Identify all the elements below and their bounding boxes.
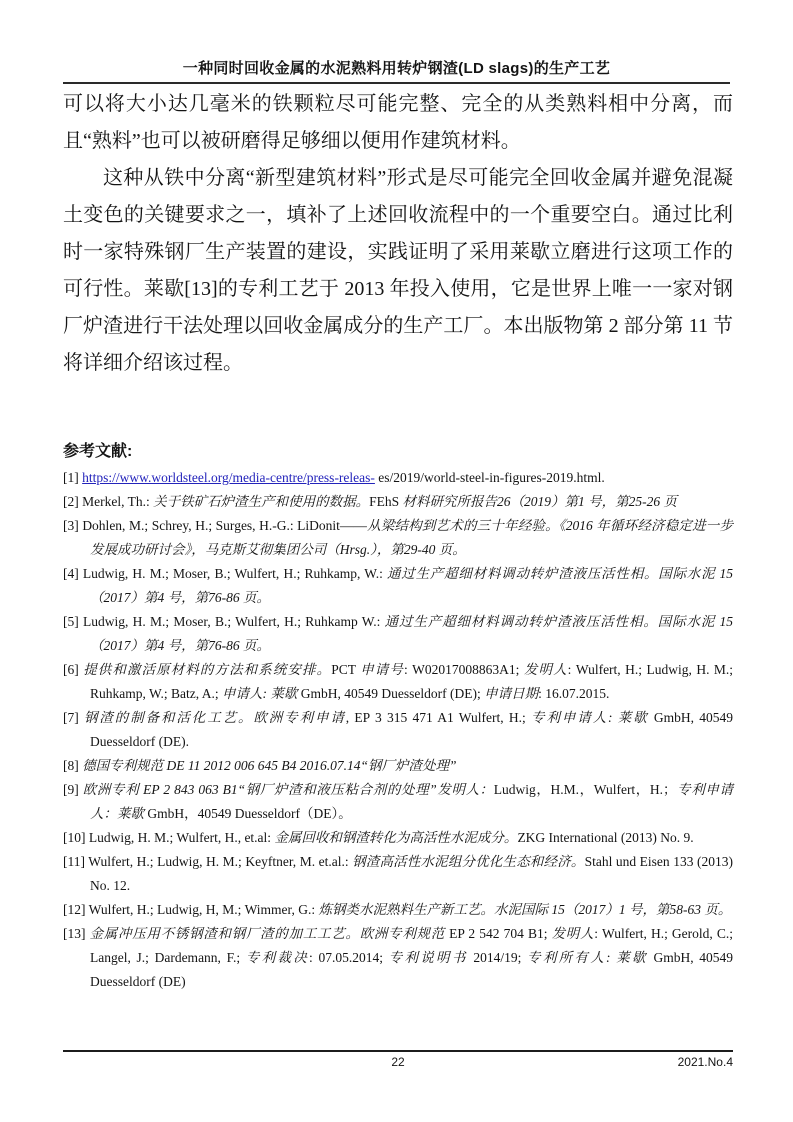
reference-text: es/2019/world-steel-in-figures-2019.html. <box>374 470 605 485</box>
reference-text: FEhS <box>369 494 403 509</box>
reference-text: Merkel, Th.: <box>82 494 154 509</box>
reference-number: [4] <box>63 566 83 581</box>
reference-item <box>63 850 733 898</box>
reference-text: 从梁结构到艺术的三十年经验。《2016 年循环经济稳定进一步发展成功研讨会》，马克斯艾彻集团公司（Hrsg.），第29-40 页。 <box>90 518 733 557</box>
reference-text: Ludwig，H.M.，Wulfert，H.； <box>493 782 677 797</box>
page-footer <box>63 1050 733 1071</box>
reference-text: 通过生产超细材料调动转炉渣液压活性相。国际水泥 15（2017）第4 号，第76-86 页。 <box>90 614 733 653</box>
footer-row <box>63 1055 733 1071</box>
reference-text: PCT <box>331 662 361 677</box>
reference-text: Ludwig, H. M.; Wulfert, H., et.al: <box>88 830 275 845</box>
reference-item <box>63 490 733 514</box>
reference-text: 专利说明书 <box>388 950 468 965</box>
page-header-title: 一种同时回收金属的水泥熟料用转炉钢渣(LD slags)的生产工艺 <box>182 60 611 77</box>
reference-item <box>63 514 733 562</box>
reference-text: 专利裁决 <box>245 950 310 965</box>
reference-text: 金属冲压用不锈钢渣和钢厂渣的加工工艺。欧洲专利规范 <box>89 926 445 941</box>
reference-text: Wulfert, H.; Ludwig, H, M.; Wimmer, G.: <box>88 902 319 917</box>
reference-text: Dohlen, M.; Schrey, H.; Surges, H.-G.: LiDonit—— <box>82 518 367 533</box>
body-text <box>63 86 733 382</box>
reference-item <box>63 658 733 706</box>
footer-issue-label: 2021.No.4 <box>677 1055 733 1069</box>
reference-text: 专利申请人：莱歇 <box>90 782 734 821</box>
reference-text: : Wulfert, H.; Gerold, C.; Langel, J.; Dardemann, F.; <box>90 926 734 965</box>
footer-page-number: 22 <box>391 1055 405 1069</box>
page-header <box>63 0 730 79</box>
reference-item <box>63 898 733 922</box>
reference-text: Wulfert, H.; Ludwig, H. M.; Keyftner, M. et.al.: <box>88 854 353 869</box>
reference-text: : Wulfert, H.; Ludwig, H. M.; Ruhkamp, W.; Batz, A.; <box>90 662 734 701</box>
reference-item <box>63 754 733 778</box>
reference-link[interactable]: https://www.worldsteel.org/media-centre/press-releas- <box>82 470 375 485</box>
reference-text: 申请日期 <box>484 686 539 701</box>
reference-text: GmbH, 40549 Duesseldorf (DE); <box>297 686 485 701</box>
reference-number: [9] <box>63 782 83 797</box>
footer-rule <box>63 1050 733 1052</box>
reference-text: GmbH, 40549 Duesseldorf (DE). <box>90 710 734 749</box>
reference-text: 2014/19; <box>467 950 528 965</box>
reference-text: 钢渣的制备和活化工艺。欧洲专利申请 <box>84 710 346 725</box>
reference-number: [5] <box>63 614 83 629</box>
reference-item <box>63 562 733 610</box>
reference-text: 发明人 <box>523 662 568 677</box>
reference-text: GmbH, 40549 Duesseldorf (DE) <box>90 950 734 989</box>
reference-text: 欧洲专利 EP 2 843 063 B1“钢厂炉渣和液压粘合剂的处理”发明人： <box>82 782 494 797</box>
reference-text: : W02017008863A1; <box>403 662 524 677</box>
reference-text: 发明人 <box>551 926 595 941</box>
reference-text: 申请人: 莱歇 <box>222 686 298 701</box>
reference-text: 炼钢类水泥熟料生产新工艺。水泥国际 15（2017）1 号，第58-63 页。 <box>318 902 732 917</box>
reference-number: [7] <box>63 710 85 725</box>
reference-item <box>63 610 733 658</box>
reference-text: 关于铁矿石炉渣生产和使用的数据。 <box>153 494 370 509</box>
reference-item <box>63 466 733 490</box>
reference-number: [10] <box>63 830 89 845</box>
reference-text: 通过生产超细材料调动转炉渣液压活性相。国际水泥 15（2017）第4 号，第76-86 页。 <box>90 566 733 605</box>
reference-text: 金属回收和钢渣转化为高活性水泥成分。 <box>274 830 518 845</box>
reference-item <box>63 922 733 994</box>
reference-text: , EP 3 315 471 A1 Wulfert, H.; <box>345 710 532 725</box>
reference-number: [6] <box>63 662 84 677</box>
reference-text: Ludwig, H. M.; Moser, B.; Wulfert, H.; Ruhkamp W.: <box>83 614 385 629</box>
reference-item <box>63 706 733 754</box>
reference-text: 专利申请人: 莱歇 <box>531 710 649 725</box>
header-rule <box>63 82 730 84</box>
reference-number: [1] <box>63 470 83 485</box>
reference-text: 材料研究所报告26（2019）第1 号，第25-26 页 <box>402 494 678 509</box>
reference-text: 钢渣高活性水泥组分优化生态和经济。 <box>352 854 585 869</box>
reference-text: 专利所有人: 莱歇 <box>527 950 648 965</box>
body-paragraph-1: 可以将大小达几毫米的铁颗粒尽可能完整、完全的从类熟料相中分离，而且“熟料”也可以被研磨得足够细以便用作建筑材料。 <box>63 93 733 152</box>
reference-number: [8] <box>63 758 83 773</box>
references-list <box>63 466 733 994</box>
reference-item <box>63 826 733 850</box>
reference-text: Ludwig, H. M.; Moser, B.; Wulfert, H.; Ruhkamp, W.: <box>82 566 388 581</box>
reference-text: ZKG International (2013) No. 9. <box>517 830 694 845</box>
reference-text: 申请号 <box>360 662 404 677</box>
body-paragraph-2: 这种从铁中分离“新型建筑材料”形式是尽可能完全回收金属并避免混凝土变色的关键要求之一，填补了上述回收流程中的一个重要空白。通过比利时一家特殊钢厂生产装置的建设，实践证明了采用莱歇立磨进行这项工作的可行性。莱歇[13]的专利工艺于 2013 年投入使用，它是世界上唯一一家对钢厂炉渣进行干法处理以回收金属成分的生产工厂。本出版物第 2 部分第 11 节将详细介绍该过程。 <box>63 167 733 374</box>
reference-number: [12] <box>63 902 89 917</box>
reference-number: [11] <box>63 854 89 869</box>
references-heading: 参考文献: <box>63 443 133 460</box>
reference-number: [13] <box>63 926 90 941</box>
reference-text: 提供和激活原材料的方法和系统安排。 <box>83 662 332 677</box>
reference-text: EP 2 542 704 B1; <box>445 926 552 941</box>
reference-item <box>63 778 733 826</box>
reference-number: [2] <box>63 494 83 509</box>
reference-text: : 16.07.2015. <box>538 686 610 701</box>
reference-text: : 07.05.2014; <box>309 950 389 965</box>
reference-text: 德国专利规范 DE 11 2012 006 645 B4 2016.07.14“钢厂炉渣处理” <box>82 758 457 773</box>
reference-number: [3] <box>63 518 83 533</box>
reference-text: GmbH，40549 Duesseldorf（DE）。 <box>144 806 352 821</box>
reference-text: Stahl und Eisen 133 (2013) No. 12. <box>90 854 733 893</box>
